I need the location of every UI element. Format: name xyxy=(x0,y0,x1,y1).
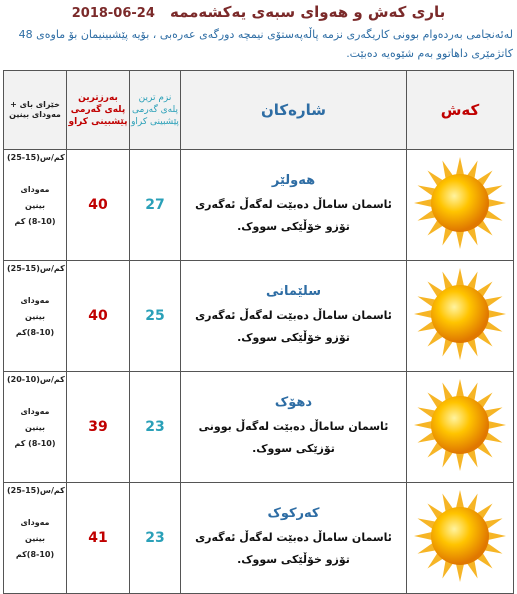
table-row xyxy=(4,150,514,261)
wind-speed: (25-15)کم/س xyxy=(7,264,65,273)
city-cell xyxy=(181,372,407,483)
wind-visibility-cell xyxy=(4,150,67,261)
min-temp: 23 xyxy=(130,372,181,483)
sun-icon xyxy=(410,153,510,253)
visibility-range: (8-10)کم xyxy=(15,328,55,337)
wind-visibility-cell xyxy=(4,372,67,483)
min-temp: 27 xyxy=(130,150,181,261)
weather-icon-cell xyxy=(407,483,514,594)
visibility xyxy=(8,293,62,341)
sun-icon xyxy=(410,486,510,586)
forecast-description: لەئەنجامی بەردەوام بوونی کاریگەری نزمە پاڵەپەستۆی نیمچە دورگەی عەرەبی ، بۆیە پێشبینیمان بۆ ماوەی 48 کاتژمێری داهاتوو بەم شێوەیە دەبێت. xyxy=(18,28,513,60)
visibility-label: مەودای xyxy=(20,296,50,305)
weather-icon-cell xyxy=(407,261,514,372)
visibility-label: بینین xyxy=(25,534,45,543)
visibility-range: (8-10) کم xyxy=(14,217,56,226)
weather-description: ئاسمان ساماڵ دەبێت لەگەڵ ئەگەری تۆزو خۆڵێکی سووک. xyxy=(195,530,392,566)
city-cell xyxy=(181,261,407,372)
sun-icon xyxy=(410,264,510,364)
visibility xyxy=(8,515,62,563)
min-temp: 23 xyxy=(130,483,181,594)
visibility-label: مەودای xyxy=(20,407,50,416)
weather-description: ئاسمان ساماڵ دەبێت لەگەڵ ئەگەری تۆزو خۆڵێکی سووک. xyxy=(195,308,392,344)
sun-icon xyxy=(410,375,510,475)
header-max-temp: بەرزترین پلەی گەرمی پێشبینی کراو xyxy=(67,71,130,150)
wind-visibility-cell xyxy=(4,261,67,372)
max-temp: 41 xyxy=(67,483,130,594)
visibility-label: مەودای xyxy=(20,518,50,527)
header-cities: شارەکان xyxy=(181,71,407,150)
max-temp: 39 xyxy=(67,372,130,483)
weather-description: ئاسمان ساماڵ دەبێت لەگەڵ ئەگەری تۆزو خۆڵێکی سووک. xyxy=(195,197,392,233)
forecast-date: 2018-06-24 xyxy=(71,6,155,21)
max-temp: 40 xyxy=(67,150,130,261)
weather-icon-cell xyxy=(407,372,514,483)
wind-speed: (25-15)کم/س xyxy=(7,486,65,495)
header-min-temp: نزم ترین پلەی گەرمی پێشبینی کراو xyxy=(130,71,181,150)
visibility-range: (8-10)کم xyxy=(15,550,55,559)
weather-icon-cell xyxy=(407,150,514,261)
header-weather: کەش xyxy=(407,71,514,150)
city-name: کەرکوک xyxy=(267,505,320,521)
page-header xyxy=(0,2,517,24)
table-row xyxy=(4,261,514,372)
visibility-label: بینین xyxy=(25,201,45,210)
table-row xyxy=(4,483,514,594)
city-name: دهۆک xyxy=(274,394,313,410)
min-temp: 25 xyxy=(130,261,181,372)
wind-visibility-cell xyxy=(4,483,67,594)
city-name: سلێمانی xyxy=(265,283,322,299)
table-row xyxy=(4,372,514,483)
table-header-row xyxy=(4,71,514,150)
header-wind-visibility: خێرای بای + مەودای بینین xyxy=(4,71,67,150)
city-cell xyxy=(181,150,407,261)
visibility xyxy=(8,404,62,452)
city-name: هەولێر xyxy=(271,172,316,188)
visibility-label: مەودای xyxy=(20,185,50,194)
wind-speed: (25-15)کم/س xyxy=(7,153,65,162)
visibility-range: (8-10) کم xyxy=(14,439,56,448)
forecast-table xyxy=(3,70,514,594)
visibility-label: بینین xyxy=(25,312,45,321)
city-cell xyxy=(181,483,407,594)
visibility-label: بینین xyxy=(25,423,45,432)
page-title: باری کەش و هەوای سبەی یەکشەممە xyxy=(169,3,446,21)
visibility xyxy=(8,182,62,230)
max-temp: 40 xyxy=(67,261,130,372)
weather-description: ئاسمان ساماڵ دەبێت لەگەڵ بوونی تۆزێکی سووک. xyxy=(198,419,389,455)
wind-speed: (20-10)کم/س xyxy=(7,375,65,384)
